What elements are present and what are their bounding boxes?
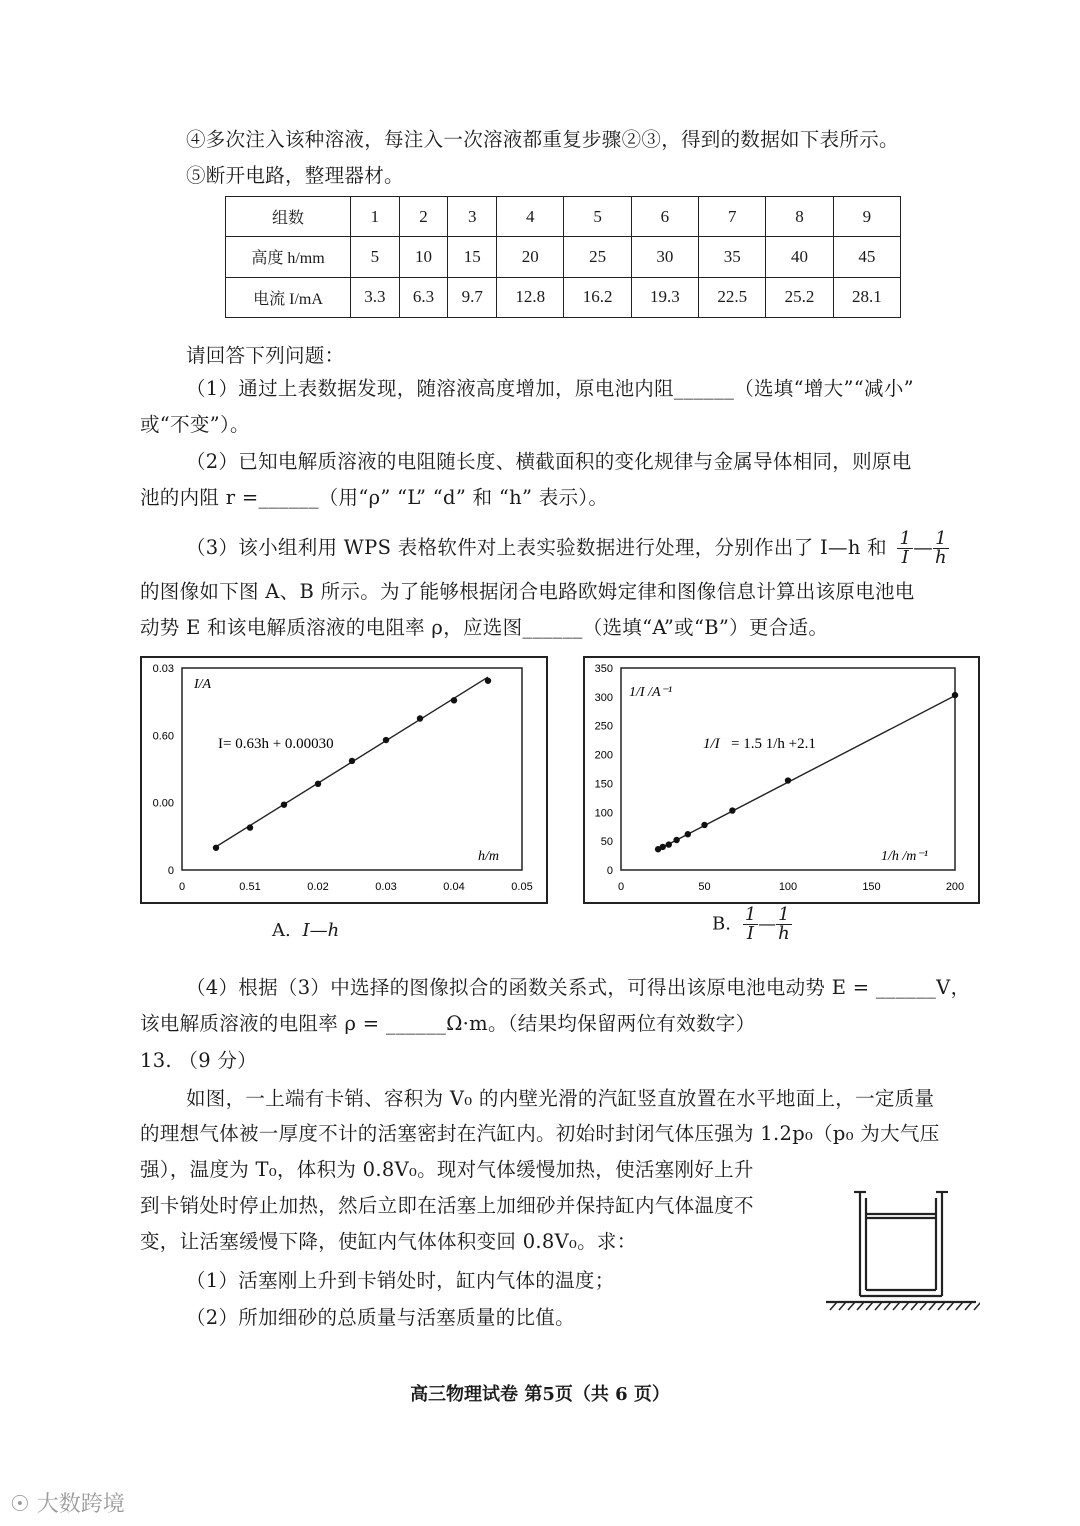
x-tick-label: 0 (617, 881, 625, 893)
caption-a-label: A. (272, 920, 291, 941)
data-point (315, 781, 321, 787)
table-cell: 28.1 (833, 277, 900, 317)
table-cell: 12.8 (497, 277, 564, 317)
y-tick-label: 200 (594, 749, 613, 762)
y-tick-label: 350 (594, 663, 613, 675)
question-2-line-1: （2）已知电解质溶液的电阻随长度、横截面积的变化规律与金属导体相同，则原电 (186, 450, 912, 473)
question-4-line-2: 该电解质溶液的电阻率 ρ = ______Ω·m。（结果均保留两位有效数字） (140, 1012, 756, 1035)
table-cell: 20 (497, 237, 564, 277)
chart-a-svg (142, 658, 546, 902)
y-tick-label: 0 (606, 865, 613, 877)
chart-a (140, 656, 548, 904)
question-3-line-2: 的图像如下图 A、B 所示。为了能够根据闭合电路欧姆定律和图像信息计算出该原电池电 (140, 580, 915, 603)
fit-equation-rhs: = 1.5 1/h +2.1 (731, 736, 816, 752)
table-cell: 3.3 (351, 277, 400, 317)
fraction-1-over-h: $\frac{1}{h}$ (934, 528, 947, 568)
x-axis-label: h/m (478, 849, 499, 864)
y-tick-label: 0.03 (152, 663, 174, 675)
caption-b: B. $\frac{1}{I}$ — $\frac{1}{h}$ (712, 904, 790, 944)
x-tick-label: 150 (862, 881, 881, 893)
y-tick-label: 100 (594, 807, 613, 820)
problem-13-sub-1: （1）活塞刚上升到卡销处时，缸内气体的温度； (186, 1269, 615, 1292)
data-point (349, 758, 355, 764)
table-cell: 8 (766, 197, 833, 237)
problem-13-line-3: 强），温度为 T₀，体积为 0.8V₀。现对气体缓慢加热，使活塞刚好上升 (140, 1158, 754, 1181)
row-header: 高度 h/mm (226, 237, 351, 277)
data-point (729, 807, 735, 813)
question-4-line-1: （4）根据（3）中选择的图像拟合的函数关系式，可得出该原电池电动势 E = ______V， (186, 976, 971, 999)
x-tick-label: 0.03 (375, 881, 397, 893)
table-cell: 6.3 (399, 277, 448, 317)
table-cell: 5 (564, 197, 631, 237)
data-point (952, 692, 958, 698)
x-tick-label: 0 (178, 881, 186, 893)
problem-13-line-2: 的理想气体被一厚度不计的活塞密封在汽缸内。初始时封闭气体压强为 1.2p₀（p₀ 为大气压 (140, 1122, 940, 1145)
table-cell: 3 (448, 197, 497, 237)
table-row-heights (226, 237, 901, 277)
question-1-line-1: （1）通过上表数据发现，随溶液高度增加，原电池内阻______（选填“增大”“减小” (186, 377, 914, 400)
plot-area (182, 668, 522, 870)
caption-b-frac-h: $\frac{1}{h}$ (778, 904, 790, 944)
question-1-line-2: 或“不变”）。 (140, 413, 250, 436)
table-cell: 45 (833, 237, 900, 277)
x-tick-label: 100 (778, 881, 798, 893)
x-tick-label: 0.51 (239, 881, 261, 893)
data-point (247, 824, 253, 830)
data-point (785, 777, 791, 783)
row-header: 电流 I/mA (226, 277, 351, 317)
y-axis-label: I/A (194, 677, 212, 692)
table-cell: 40 (766, 237, 833, 277)
table-cell: 1 (351, 197, 400, 237)
y-tick-label: 150 (594, 778, 613, 791)
x-tick-label: 50 (698, 881, 711, 893)
cylinder-diagram (820, 1188, 980, 1318)
data-point (281, 801, 287, 807)
caption-a-text: I—h (302, 920, 340, 941)
table-cell: 4 (497, 197, 564, 237)
question-3-line-3: 动势 E 和该电解质溶液的电阻率 ρ，应选图______（选填“A”或“B”）更合适。 (140, 616, 829, 639)
caption-b-frac-i: $\frac{1}{I}$ (744, 904, 757, 944)
x-tick-label: 0.05 (511, 881, 533, 893)
y-axis-label: 1/I /A⁻¹ (629, 685, 673, 700)
data-table (225, 196, 901, 318)
fraction-1-over-i: $\frac{1}{I}$ (899, 528, 912, 568)
y-tick-label: 50 (600, 836, 613, 849)
x-tick-label: 0.02 (307, 881, 329, 893)
problem-13-line-1: 如图，一上端有卡销、容积为 V₀ 的内壁光滑的汽缸竖直放置在水平地面上，一定质量 (186, 1087, 935, 1110)
y-tick-label: 0.00 (152, 797, 174, 810)
x-axis-label: 1/h /m⁻¹ (881, 849, 928, 864)
caption-b-label: B. (712, 913, 731, 935)
row-header: 组数 (226, 197, 351, 237)
questions-intro: 请回答下列问题： (186, 344, 345, 367)
table-cell: 19.3 (631, 277, 698, 317)
y-tick-label: 0 (167, 865, 174, 877)
problem-13-sub-2: （2）所加细砂的总质量与活塞质量的比值。 (186, 1306, 575, 1329)
step-5: ⑤断开电路，整理器材。 (186, 164, 404, 187)
y-tick-label: 250 (594, 720, 613, 733)
watermark-icon: ☉ (10, 1492, 30, 1517)
page-footer: 高三物理试卷 第5页（共 6 页） (410, 1384, 670, 1405)
table-cell: 5 (351, 237, 400, 277)
table-cell: 25.2 (766, 277, 833, 317)
table-cell: 9.7 (448, 277, 497, 317)
table-cell: 9 (833, 197, 900, 237)
table-row-groups (226, 197, 901, 237)
fit-equation-lhs: 1/I (703, 736, 720, 752)
table-cell: 7 (699, 197, 766, 237)
table-cell: 22.5 (699, 277, 766, 317)
question-3-line-1: （3）该小组利用 WPS 表格软件对上表实验数据进行处理，分别作出了 I—h 和 $\frac{1}{I}$ — $\frac{1}{h}$ (186, 528, 947, 568)
data-point (701, 822, 707, 828)
x-tick-label: 0.04 (443, 881, 465, 893)
table-row-currents (226, 277, 901, 317)
data-point (666, 841, 672, 847)
problem-13-line-4: 到卡销处时停止加热，然后立即在活塞上加细砂并保持缸内气体温度不 (140, 1194, 754, 1217)
table-cell: 15 (448, 237, 497, 277)
table-cell: 16.2 (564, 277, 631, 317)
fit-equation: I= 0.63h + 0.00030 (218, 736, 334, 752)
caption-a (272, 920, 339, 941)
table-cell: 2 (399, 197, 448, 237)
table-cell: 10 (399, 237, 448, 277)
step-4: ④多次注入该种溶液，每注入一次溶液都重复步骤②③，得到的数据如下表所示。 (186, 128, 899, 151)
y-tick-label: 300 (594, 691, 613, 704)
x-tick-label: 200 (945, 881, 965, 893)
data-point (383, 737, 389, 743)
data-point (485, 678, 491, 684)
data-point (655, 846, 661, 852)
table-cell: 35 (699, 237, 766, 277)
table-cell: 25 (564, 237, 631, 277)
table-cell: 6 (631, 197, 698, 237)
chart-b (583, 656, 980, 904)
data-point (685, 831, 691, 837)
data-point (213, 845, 219, 851)
data-point (673, 837, 679, 843)
question-3-text: （3）该小组利用 WPS 表格软件对上表实验数据进行处理，分别作出了 I—h 和 (186, 536, 887, 559)
table-cell: 30 (631, 237, 698, 277)
watermark: ☉ 大数跨境 (10, 1492, 125, 1517)
chart-b-svg (585, 658, 978, 902)
question-2-line-2: 池的内阻 r =______（用“ρ” “L” “d” 和 “h” 表示）。 (140, 486, 609, 509)
y-tick-label: 0.60 (152, 730, 174, 743)
data-point (417, 715, 423, 721)
problem-13-head: 13. （9 分） (140, 1049, 258, 1072)
data-point (451, 697, 457, 703)
problem-13-line-5: 变，让活塞缓慢下降，使缸内气体体积变回 0.8V₀。求： (140, 1230, 637, 1253)
